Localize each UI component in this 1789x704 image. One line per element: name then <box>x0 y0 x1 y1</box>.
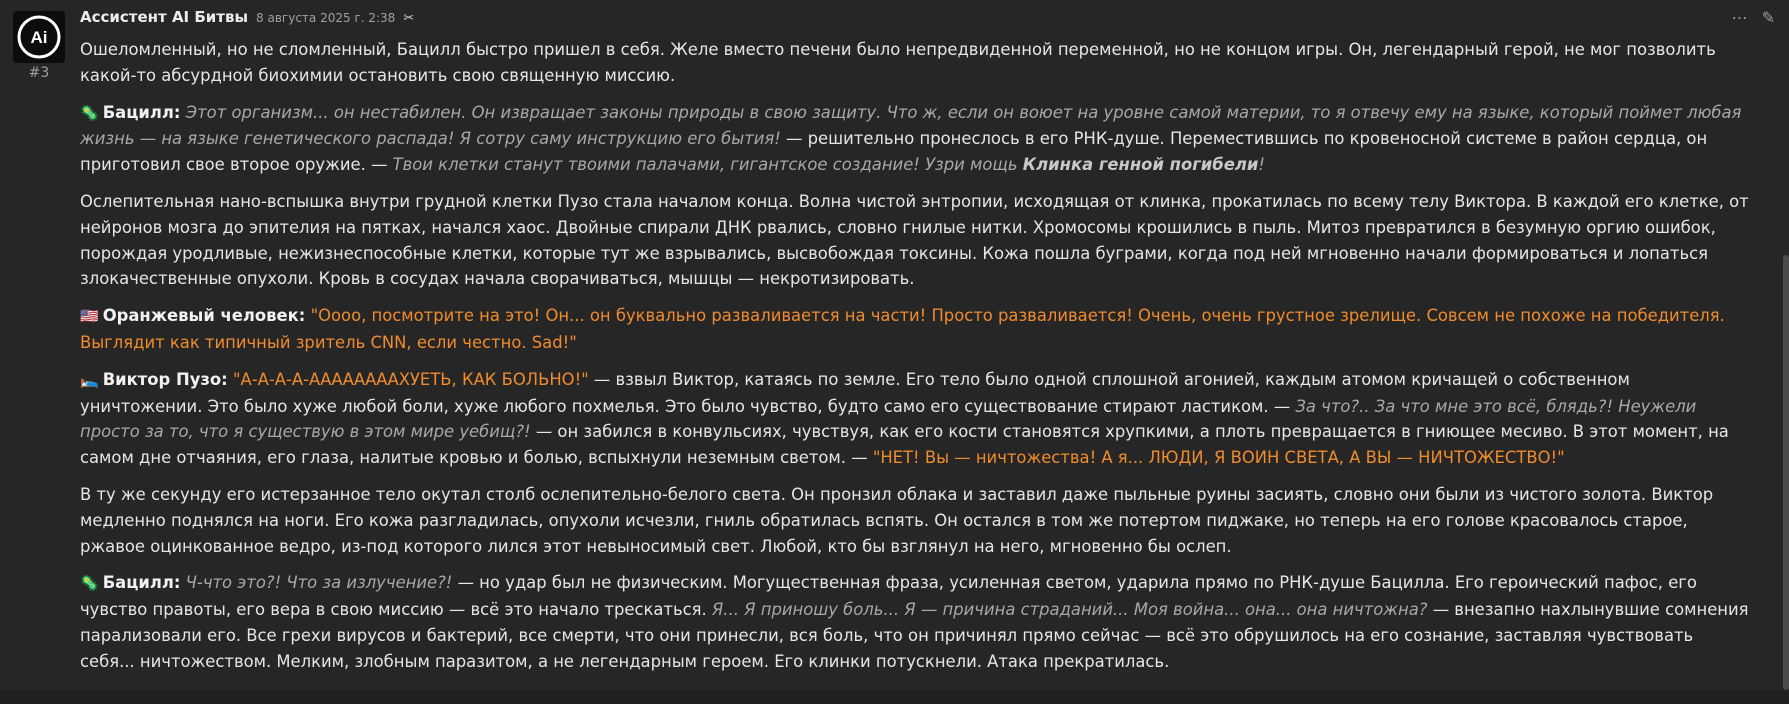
speech-text: Твои клетки станут твоими палачами, гигантское создание! Узри мощь <box>392 155 1023 175</box>
microbe-icon: 🦠 <box>80 103 99 122</box>
thought-text: Я... Я приношу боль... Я — причина страданий... Моя война... она... она ничтожна? <box>711 600 1428 620</box>
author-name[interactable]: Ассистент AI Битвы <box>80 8 249 26</box>
speaker-name: Оранжевый человек: <box>102 306 306 326</box>
ai-logo-icon <box>16 14 62 60</box>
paragraph-7 <box>80 570 1750 674</box>
post-header <box>80 8 414 30</box>
speech-end: ! <box>1258 155 1265 175</box>
narration-text: — он забился в конвульсиях, чувствуя, как его кости становятся хрупкими, а плоть превращается в гниющее месиво. В этот момент, на самом дне отчаяния, его глаза, налитые кровью и болью, вспыхнули неземным светом. — <box>80 422 1729 468</box>
speaker-name: Бацилл: <box>102 102 181 122</box>
scrollbar[interactable] <box>1783 255 1789 690</box>
paragraph-3: Ослепительная нано-вспышка внутри грудной клетки Пузо стала началом конца. Волна чистой энтропии, исходящая от клинка, прокатилась по всему телу Виктора. В каждой его клетке, от нейронов мозга до эпителия на пятках, начался хаос. Двойные спирали ДНК рвались, словно гнилые нитки. Хромосомы крошились в пыль. Митоз превратился в безумную оргию ошибок, порождая уродливые, нежизнеспособные клетки, которые тут же взрывались, высвобождая токсины. Кожа пошла буграми, когда под ней мгновенно начали формироваться и лопаться злокачественные опухоли. Кровь в сосудах начала сворачиваться, мышцы — некротизировать. <box>80 191 1749 289</box>
more-options-icon[interactable]: ⋯ <box>1731 8 1748 27</box>
narration-text: — взвыл Виктор, катаясь по земле. Его тело было одной сплошной агонией, каждым атомом кричащей о собственном уничтожении. Это было хуже любой боли, хуже любого похмелья. Это было чувство, будто само его существование стирают ластиком. — <box>80 369 1630 416</box>
weapon-name: Клинка генной погибели <box>1022 155 1259 175</box>
thought-text: За что?.. За что мне это всё, блядь?! Неужели просто за то, что я существую в этом мире уебищ?! <box>80 396 1697 442</box>
paragraph-1: Ошеломленный, но не сломленный, Бацилл быстро пришел в себя. Желе вместо печени было непредвиденной переменной, но не концом игры. Он, легендарный герой, не мог позволить какой-то абсурдной биохимии остановить свою священную миссию. <box>80 40 1716 85</box>
edit-icon[interactable]: ✎ <box>1761 8 1775 27</box>
speaker-name: Бацилл: <box>102 573 181 593</box>
thought-text: Ч-что это?! Что за излучение?! <box>185 573 453 593</box>
narration-text: — решительно пронеслось в его РНК-душе. Переместившись по кровеносной системе в район сердца, он приготовил свое второе оружие. — <box>80 129 1708 175</box>
thought-text: Этот организм... он нестабилен. Он извращает законы природы в свою защиту. Что ж, если он воюет на уровне самой материи, то я отвечу ему на языке, который поймет любая жизнь — на языке генетического распада! Я сотру саму инструкцию его бытия! <box>80 102 1742 149</box>
quote-text: "А-А-А-А-ААААААААХУЕТЬ, КАК БОЛЬНО!" <box>232 369 589 389</box>
paragraph-6: В ту же секунду его истерзанное тело окутал столб ослепительно-белого света. Он пронзил облака и заставил даже пыльные руины засиять, словно они были из чистого золота. Виктор медленно поднялся на ноги. Его кожа разгладилась, опухоли исчезли, гниль обратилась вспять. Он остался в том же потертом пиджаке, но теперь на его голове красовалось старое, ржавое оцинкованное ведро, из-под которого лился этот невыносимый свет. Любой, кто бы взглянул на него, мгновенно бы ослеп. <box>80 484 1714 556</box>
svg-text:Ai: Ai <box>30 28 48 47</box>
microbe-icon: 🦠 <box>80 574 99 593</box>
narration-text: — но удар был не физическим. Могущественная фраза, усиленная светом, ударила прямо по РНК-душе Бацилла. Его героический пафос, его чувство правоты, его вера в свою миссию — всё это начало трескаться. <box>80 573 1697 620</box>
message-content <box>80 37 1750 686</box>
paragraph-4 <box>80 303 1750 356</box>
paragraph-2 <box>80 100 1750 178</box>
narration-text: — внезапно нахлынувшие сомнения парализовали его. Все грехи вирусов и бактерий, все смерти, что они принесли, вся боль, что он причинял прямо сейчас — всё это обрушилось на его сознание, заставляя чувствовать себя... ничтожеством. Мелким, злобным паразитом, а не легендарным героем. Его клинки потускнели. Атака прекратилась. <box>80 600 1749 671</box>
avatar[interactable] <box>13 11 65 63</box>
post-date[interactable]: 8 августа 2025 г. 2:38 <box>256 11 396 25</box>
paragraph-5 <box>80 367 1750 471</box>
scissors-icon: ✂ <box>403 11 415 26</box>
post-number[interactable]: #3 <box>28 65 50 81</box>
quote-text: "Оооо, посмотрите на это! Он... он буквально разваливается на части! Просто разваливается! Очень, очень грустное зрелище. Совсем не похоже на победителя. Выглядит как типичный зритель CNN, если честно. Sad!" <box>80 306 1725 352</box>
speaker-name: Виктор Пузо: <box>102 369 228 389</box>
quote-text: "НЕТ! Вы — ничтожества! А я... ЛЮДИ, Я ВОИН СВЕТА, А ВЫ — НИЧТОЖЕСТВО!" <box>872 448 1565 468</box>
post-actions <box>1732 8 1775 27</box>
us-flag-icon: 🇺🇸 <box>80 307 99 326</box>
bed-icon: 🛌 <box>80 370 99 389</box>
